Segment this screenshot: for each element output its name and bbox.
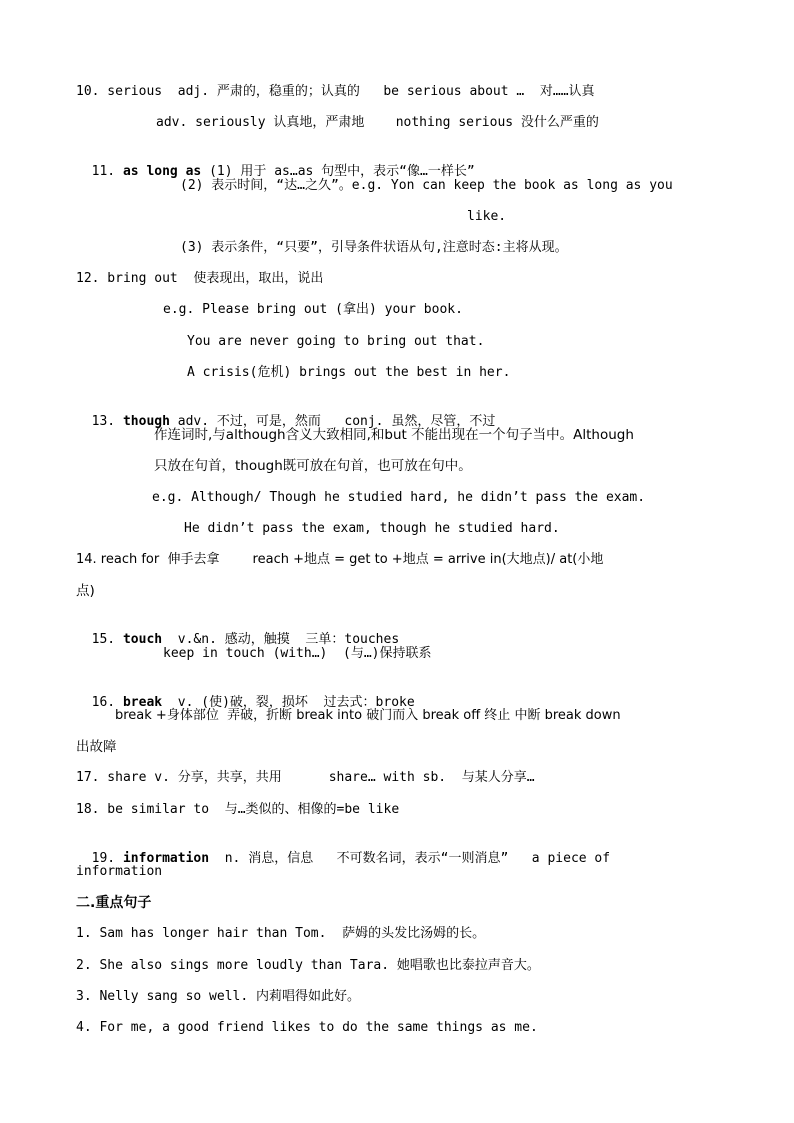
item-12-line-3: You are never going to bring out that. bbox=[187, 334, 485, 349]
item-14-line-2: 点) bbox=[76, 583, 95, 599]
sentence-3: 3. Nelly sang so well. 内莉唱得如此好。 bbox=[76, 989, 361, 1004]
item-16-number: 16. bbox=[91, 695, 116, 710]
item-11-number: 11. bbox=[91, 164, 116, 179]
item-17-line-1: 17. share v. 分享，共享，共用 share… with sb. 与某人分享… bbox=[76, 770, 535, 785]
item-11-line-1 bbox=[76, 145, 475, 181]
sentence-4: 4. For me, a good friend likes to do the same things as me. bbox=[76, 1020, 538, 1035]
item-11-keyword: as long as bbox=[122, 164, 202, 179]
item-16-line-3: 出故障 bbox=[76, 739, 117, 755]
item-19-number: 19. bbox=[91, 851, 116, 866]
item-18-line-1: 18. be similar to 与…类似的、相像的=be like bbox=[76, 802, 400, 817]
item-11-line-3: like. bbox=[467, 209, 507, 224]
item-19-definition: n. 消息，信息 不可数名词，表示“一则消息” a piece of bbox=[209, 851, 611, 866]
item-13-line-3: 只放在句首，though既可放在句首，也可放在句中。 bbox=[154, 458, 472, 474]
item-11-line-4: (3) 表示条件，“只要”，引导条件状语从句,注意时态:主将从现。 bbox=[180, 240, 568, 255]
item-16-keyword: break bbox=[122, 695, 163, 710]
item-13-line-5: He didn’t pass the exam, though he studied hard. bbox=[184, 521, 560, 536]
item-16-definition: v. (使)破，裂，损坏 过去式：broke bbox=[162, 695, 415, 710]
item-13-line-2: 作连词时,与although含义大致相同,和but 不能出现在一个句子当中。Although bbox=[154, 427, 634, 443]
item-15-keyword: touch bbox=[122, 632, 163, 647]
item-13-number: 13. bbox=[91, 414, 116, 429]
item-15-number: 15. bbox=[91, 632, 116, 647]
item-15-line-2: keep in touch (with…) (与…)保持联系 bbox=[163, 646, 432, 661]
item-11-line-2: (2) 表示时间，“达…之久”。e.g. Yon can keep the book as long as you bbox=[180, 178, 673, 193]
sentence-1: 1. Sam has longer hair than Tom. 萨姆的头发比汤姆的长。 bbox=[76, 926, 486, 941]
item-19-line-2: information bbox=[76, 864, 163, 879]
sentence-2: 2. She also sings more loudly than Tara. 她唱歌也比泰拉声音大。 bbox=[76, 958, 540, 973]
item-13-keyword: though bbox=[122, 414, 170, 429]
item-10-line-2: adv. seriously 认真地，严肃地 nothing serious 没什么严重的 bbox=[156, 115, 599, 130]
item-12-line-2: e.g. Please bring out (拿出) your book. bbox=[163, 302, 463, 317]
item-16-line-2: break +身体部位 弄破，折断 break into 破门而入 break off 终止 中断 break down bbox=[115, 708, 621, 723]
item-11-definition: (1) 用于 as…as 句型中，表示“像…一样长” bbox=[201, 164, 475, 179]
item-12-line-4: A crisis(危机) brings out the best in her. bbox=[187, 365, 511, 380]
item-19-keyword: information bbox=[122, 851, 210, 866]
section-heading-key-sentences: 二.重点句子 bbox=[76, 895, 152, 911]
item-13-definition: adv. 不过，可是，然而 conj. 虽然，尽管，不过 bbox=[169, 414, 496, 429]
item-10-line-1: 10. serious adj. 严肃的，稳重的；认真的 be serious about … 对……认真 bbox=[76, 84, 595, 99]
item-15-line-1 bbox=[76, 613, 399, 649]
item-13-line-4: e.g. Although/ Though he studied hard, he didn’t pass the exam. bbox=[152, 490, 646, 505]
item-15-definition: v.&n. 感动，触摸 三单：touches bbox=[162, 632, 400, 647]
item-14-line-1: 14. reach for 伸手去拿 reach +地点 = get to +地点 = arrive in(大地点)/ at(小地 bbox=[76, 552, 604, 567]
item-12-line-1: 12. bring out 使表现出，取出，说出 bbox=[76, 271, 324, 286]
